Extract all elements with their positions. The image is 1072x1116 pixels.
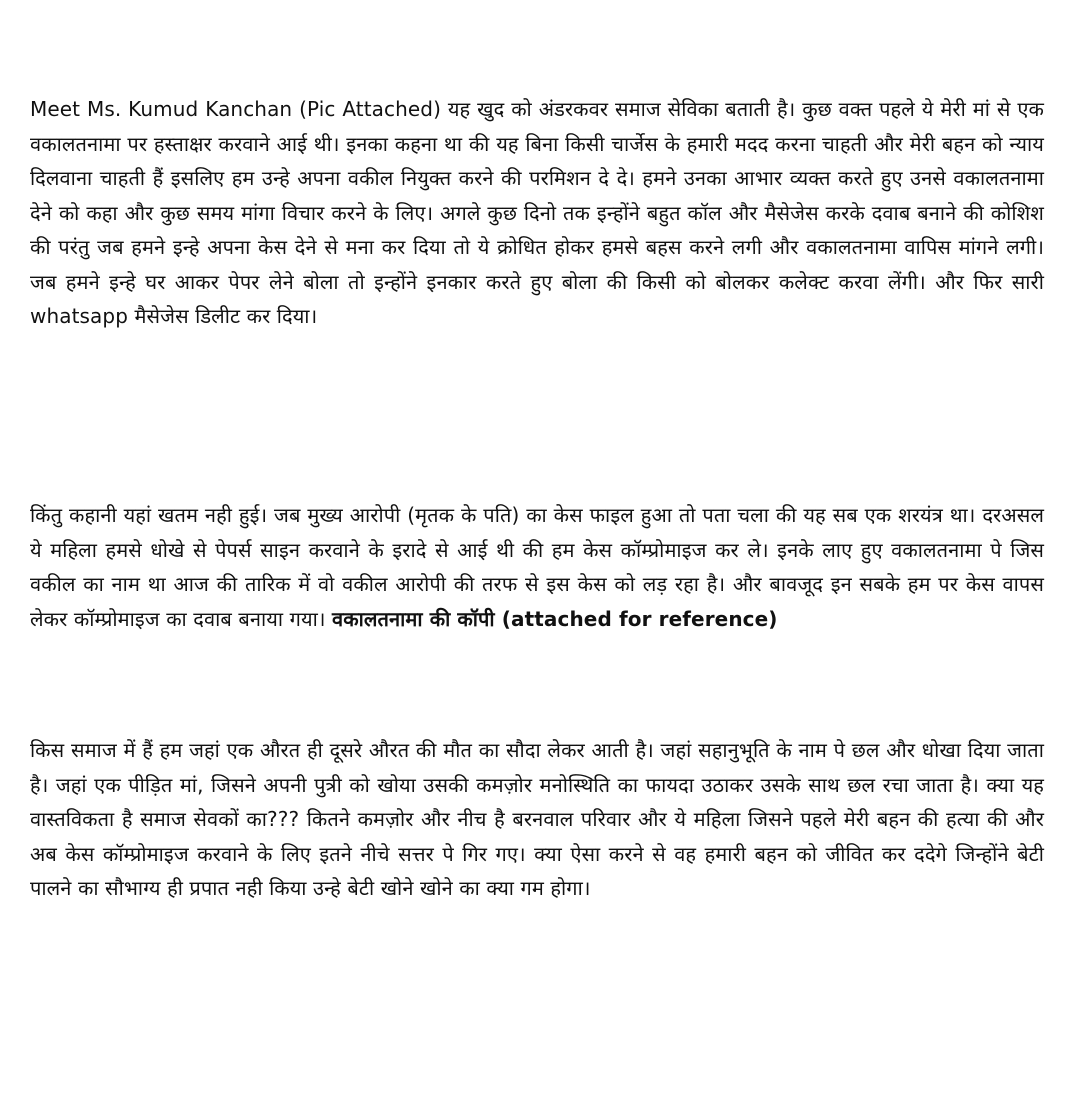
paragraph-2-bold-note: वकालतनामा की कॉपी (attached for reference): [332, 606, 778, 631]
paragraph-3: किस समाज में हैं हम जहां एक औरत ही दूसरे औरत की मौत का सौदा लेकर आती है। जहां सहानुभूति के नाम पे छल और धोखा दिया जाता है। जहां एक पीड़ित मां, जिसने अपनी पुत्री को खोया उसकी कमज़ोर मनोस्थिति का फायदा उठाकर उसके साथ छल रचा जाता है। क्या यह वास्तविकता है समाज सेवकों का??? कितने कमज़ोर और नीच है बरनवाल परिवार और ये महिला जिसने पहले मेरी बहन की हत्या की और अब केस कॉम्प्रोमाइज करवाने के लिए इतने नीचे सत्तर पे गिर गए। क्या ऐसा करने से वह हमारी बहन को जीवित कर ददेगे जिन्होंने बेटी पालने का सौभाग्य ही प्रपात नही किया उन्हे बेटी खोने खोने का क्या गम होगा।: [30, 738, 1044, 900]
paragraph-2: [30, 498, 1044, 636]
paragraph-2-text: किंतु कहानी यहां खतम नही हुई। जब मुख्य आरोपी (मृतक के पति) का केस फाइल हुआ तो पता चला की यह सब एक शरयंत्र था। दरअसल ये महिला हमसे धोखे से पेपर्स साइन करवाने के इरादे से आई थी की हम केस कॉम्प्रोमाइज कर ले। इनके लाए हुए वकालतनामा पे जिस वकील का नाम था आज की तारिक में वो वकील आरोपी की तरफ से इस केस को लड़ रहा है। और बावजूद इन सबके हम पर केस वापस लेकर कॉम्प्रोमाइज का दवाब बनाया गया।: [30, 503, 1044, 631]
paragraph-1: Meet Ms. Kumud Kanchan (Pic Attached) यह खुद को अंडरकवर समाज सेविका बताती है। कुछ वक्त पहले ये मेरी मां से एक वकालतनामा पर हस्ताक्षर करवाने आई थी। इनका कहना था की यह बिना किसी चार्जेस के हमारी मदद करना चाहती और मेरी बहन को न्याय दिलवाना चाहती हैं इसलिए हम उन्हे अपना वकील नियुक्त करने की परमिशन दे दे। हमने उनका आभार व्यक्त करते हुए उनसे वकालतनामा देने को कहा और कुछ समय मांगा विचार करने के लिए। अगले कुछ दिनो तक इन्होंने बहुत कॉल और मैसेजेस करके दवाब बनाने की कोशिश की परंतु जब हमने इन्हे अपना केस देने से मना कर दिया तो ये क्रोधित होकर हमसे बहस करने लगी और वकालतनामा वापिस मांगने लगी। जब हमने इन्हे घर आकर पेपर लेने बोला तो इन्होंने इनकार करते हुए बोला की किसी को बोलकर कलेक्ट करवा लेंगी। और फिर सारी whatsapp मैसेजेस डिलीट कर दिया।: [30, 97, 1044, 328]
